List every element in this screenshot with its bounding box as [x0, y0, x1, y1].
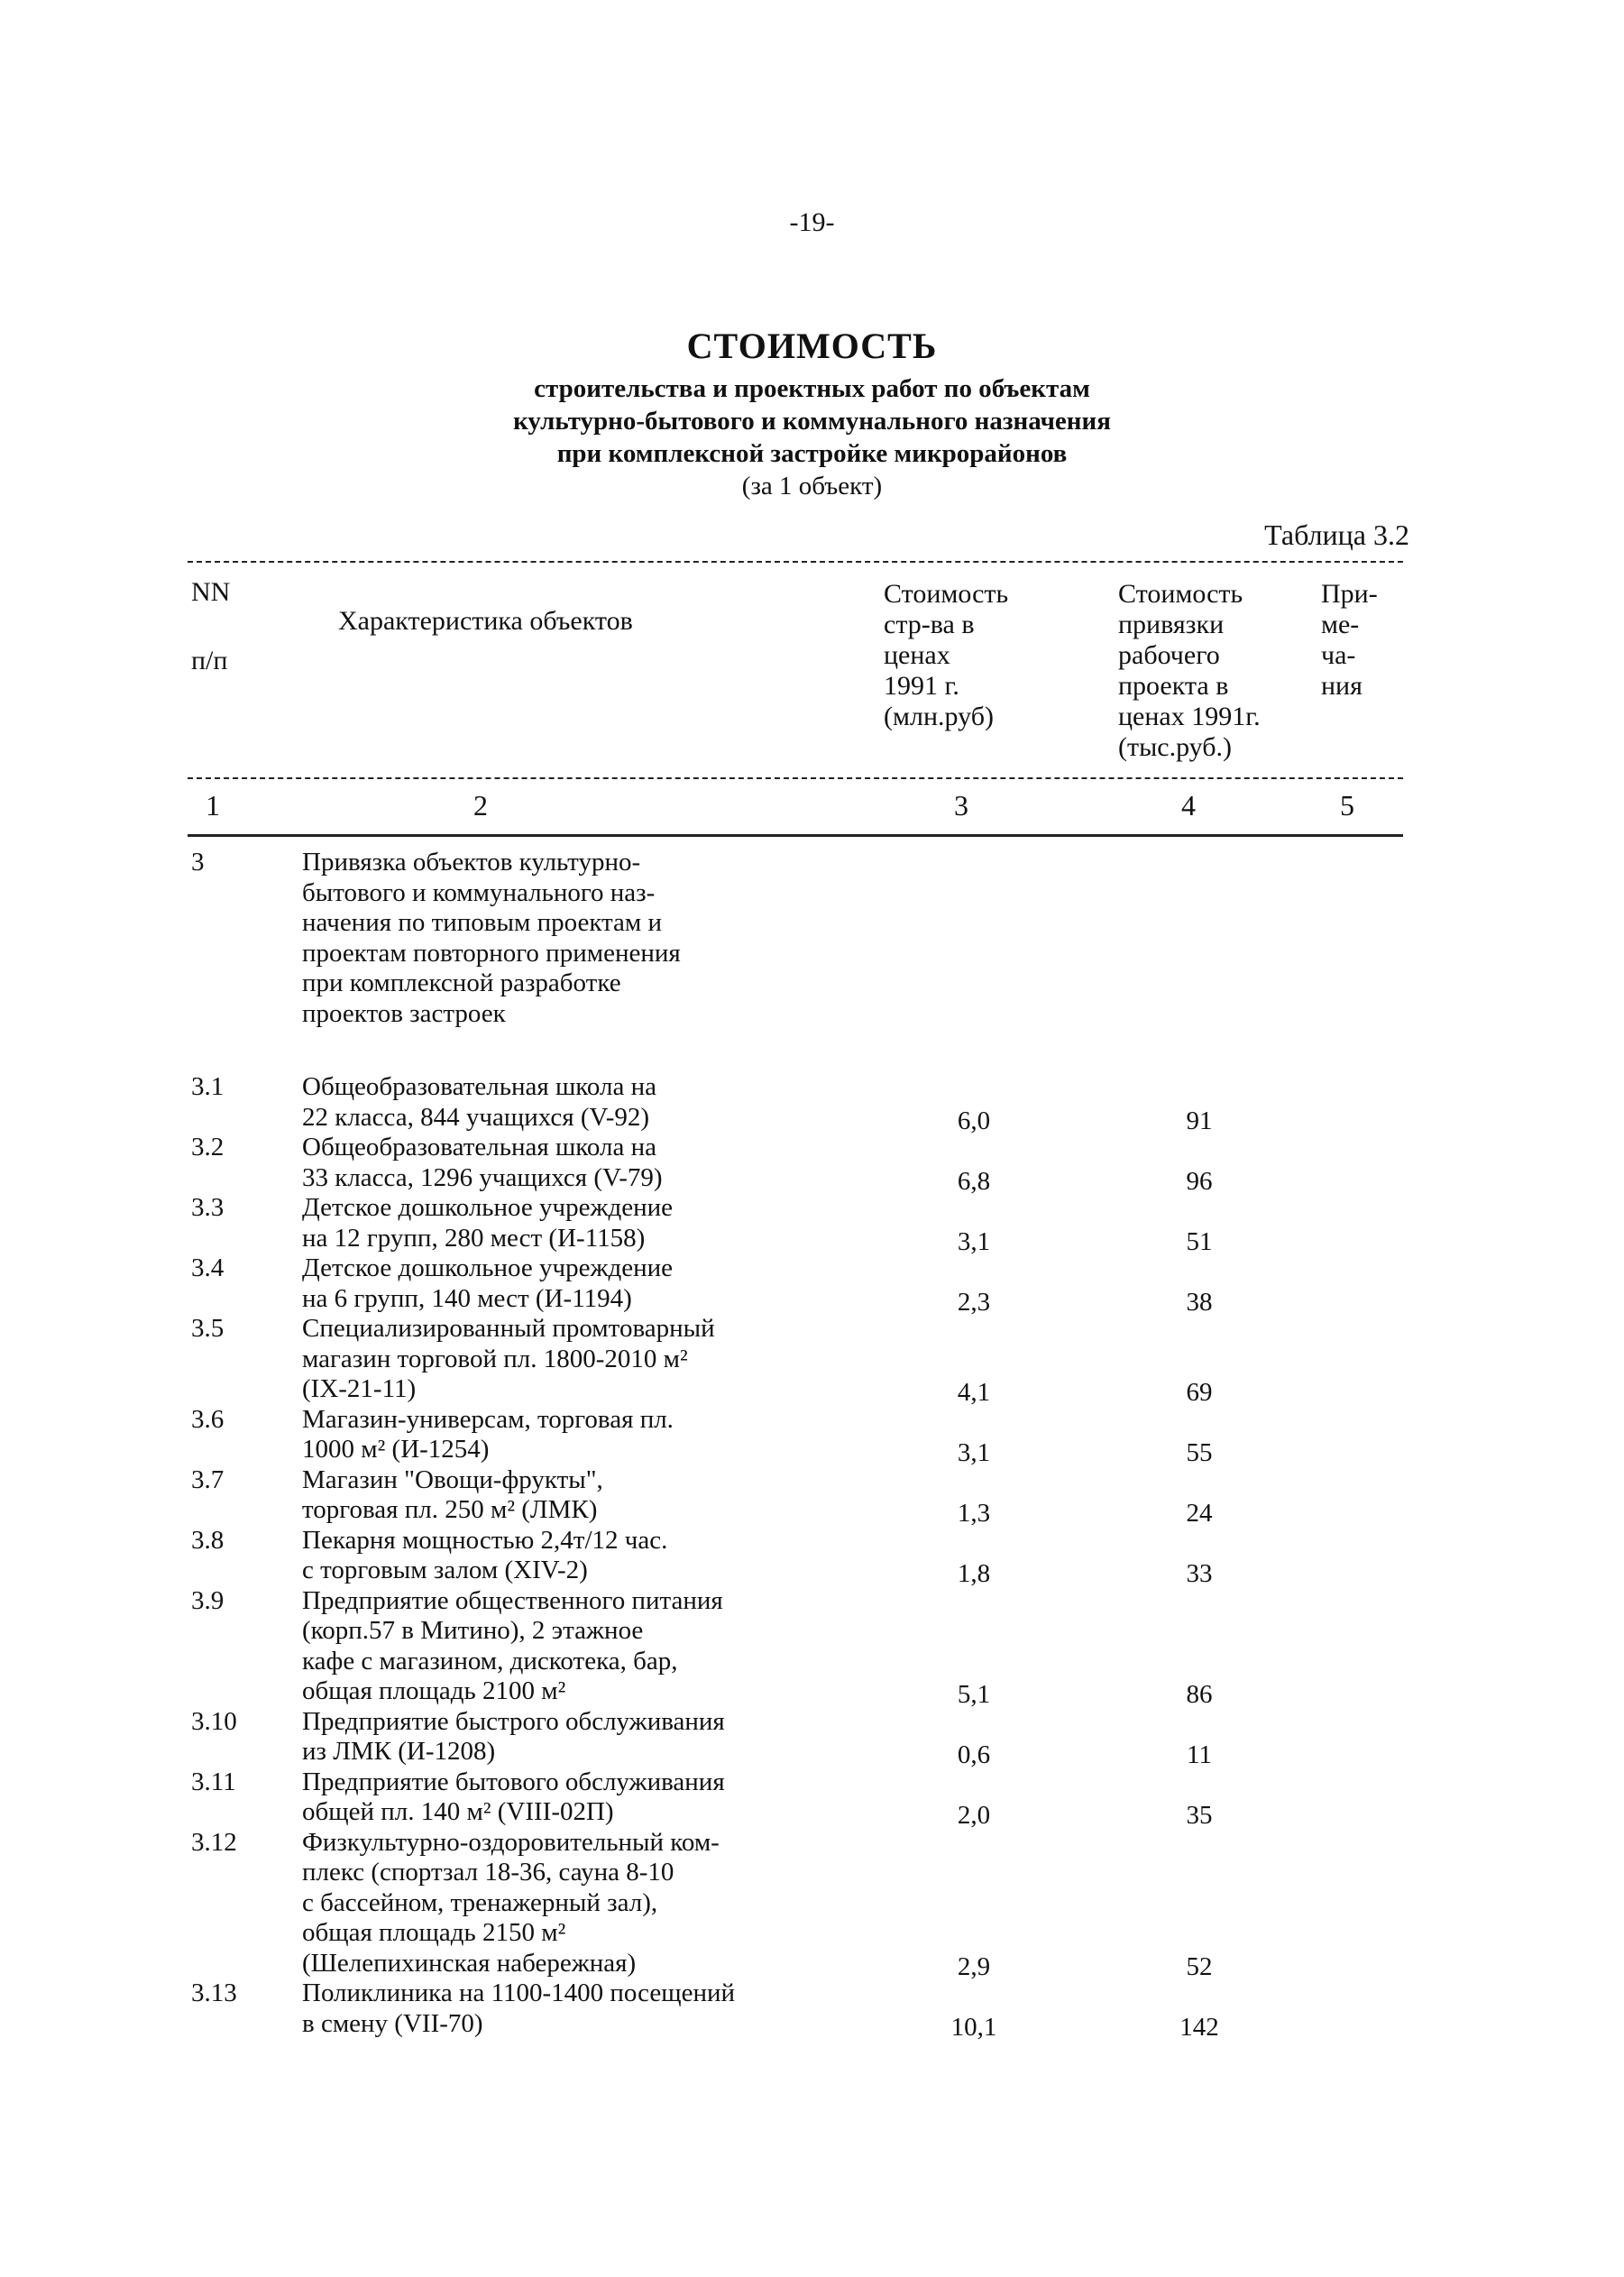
- row-cost-construction: 3,1: [957, 1438, 991, 1467]
- row-cost-construction: 6,0: [957, 1106, 991, 1135]
- row-number: 3.4: [191, 1253, 225, 1282]
- table-label: Таблица 3.2: [1264, 519, 1409, 551]
- row-cost-construction: 2,0: [957, 1801, 991, 1830]
- row-number: 3.7: [191, 1464, 225, 1494]
- row-cost-binding: 35: [1186, 1801, 1213, 1830]
- row-cost-construction: 2,9: [957, 1951, 991, 1981]
- header-cost-binding: Стоимость привязки рабочего проекта в ценах 1991г. (тыс.руб.): [1118, 579, 1261, 762]
- row-cost-binding: 55: [1186, 1438, 1213, 1467]
- header-bottom-rule: [188, 777, 1403, 779]
- page-number: -19-: [789, 207, 835, 237]
- row-cost-binding: 24: [1186, 1499, 1213, 1528]
- row-description: Пекарня мощностью 2,4т/12 час. с торговым залом (XIV-2): [302, 1525, 668, 1584]
- column-number: 4: [1181, 789, 1196, 822]
- title-line: строительства и проектных работ по объектам: [534, 374, 1090, 403]
- row-description: Общеобразовательная школа на 33 класса, 1296 учащихся (V-79): [302, 1133, 663, 1192]
- column-number: 1: [206, 789, 220, 822]
- header-num: [191, 577, 230, 676]
- row-number: 3.9: [191, 1585, 225, 1615]
- row-description: Детское дошкольное учреждение на 12 групп, 280 мест (И-1158): [302, 1193, 674, 1253]
- row-number: 3.3: [191, 1193, 225, 1222]
- row-cost-construction: 1,3: [957, 1499, 991, 1528]
- row-cost-binding: 51: [1186, 1226, 1213, 1256]
- column-number: 3: [954, 789, 968, 822]
- row-cost-binding: 33: [1186, 1559, 1213, 1588]
- row-description: Специализированный промтоварный магазин торговой пл. 1800-2010 м² (IX-21-11): [302, 1314, 715, 1403]
- row-number: 3.6: [191, 1404, 225, 1434]
- row-description: Магазин "Овощи-фрукты", торговая пл. 250 м² (ЛМК): [302, 1464, 603, 1524]
- row-description: Магазин-универсам, торговая пл. 1000 м² (И-1254): [302, 1404, 674, 1464]
- table-top-rule: [188, 561, 1403, 563]
- row-cost-construction: 4,1: [957, 1378, 991, 1407]
- column-number: 2: [473, 789, 488, 822]
- row-number: 3.12: [191, 1827, 237, 1857]
- row-description: Предприятие быстрого обслуживания из ЛМК (И-1208): [302, 1706, 725, 1766]
- title-note: (за 1 объект): [741, 472, 883, 500]
- row-description: Поликлиника на 1100-1400 посещений в смену (VII-70): [302, 1979, 736, 2038]
- row-cost-binding: 69: [1186, 1378, 1213, 1407]
- column-numbers-rule: [188, 834, 1403, 837]
- row-number: 3.1: [191, 1072, 225, 1101]
- header-cost-construction: Стоимость стр-ва в ценах 1991 г. (млн.руб): [884, 579, 1009, 731]
- row-cost-construction: 10,1: [950, 2012, 997, 2042]
- row-cost-construction: 6,8: [957, 1166, 991, 1196]
- row-description: Физкультурно-оздоровительный ком- плекс (спортзал 18-36, сауна 8-10 с бассейном, тренажерный зал), общая площадь 2150 м² (Шелепихинская набережная): [302, 1827, 720, 1978]
- row-number: 3.10: [191, 1706, 237, 1736]
- row-cost-construction: 0,6: [957, 1740, 991, 1769]
- row-cost-construction: 5,1: [957, 1680, 991, 1709]
- header-characteristic: Характеристика объектов: [338, 606, 633, 636]
- row-cost-binding: 96: [1186, 1166, 1213, 1196]
- row-cost-binding: 86: [1186, 1680, 1213, 1709]
- row-description: Привязка объектов культурно- бытового и коммунального наз- начения по типовым проектам и проектам повторного применения при комплексной разработке проектов застроек: [302, 848, 681, 1028]
- row-cost-binding: 91: [1186, 1106, 1213, 1135]
- title-main: СТОИМОСТЬ: [686, 326, 938, 366]
- row-cost-binding: 38: [1186, 1287, 1213, 1317]
- row-cost-binding: 11: [1187, 1740, 1212, 1769]
- row-number: 3.11: [191, 1767, 236, 1796]
- row-number: 3: [191, 848, 205, 877]
- row-description: Предприятие бытового обслуживания общей пл. 140 м² (VIII-02П): [302, 1767, 725, 1826]
- row-cost-construction: 1,8: [957, 1559, 991, 1588]
- row-number: 3.13: [191, 1979, 237, 2007]
- row-description: Предприятие общественного питания (корп.57 в Митино), 2 этажное кафе с магазином, дискотека, бар, общая площадь 2100 м²: [302, 1585, 723, 1705]
- row-cost-binding: 142: [1179, 2012, 1219, 2042]
- column-number: 5: [1340, 789, 1354, 822]
- row-description: Общеобразовательная школа на 22 класса, 844 учащихся (V-92): [302, 1072, 657, 1132]
- title-line: при комплексной застройке микрорайонов: [556, 439, 1068, 468]
- row-cost-construction: 3,1: [957, 1226, 991, 1256]
- header-num-line2: п/п: [191, 646, 228, 675]
- document-title: [0, 325, 1624, 502]
- row-number: 3.2: [191, 1133, 225, 1161]
- header-num-line1: NN: [191, 577, 231, 607]
- row-cost-binding: 52: [1186, 1951, 1213, 1981]
- title-line: культурно-бытового и коммунального назначения: [513, 407, 1111, 436]
- row-cost-construction: 2,3: [957, 1287, 991, 1317]
- row-number: 3.8: [191, 1525, 225, 1555]
- header-notes: При- ме- ча- ния: [1321, 579, 1378, 701]
- row-description: Детское дошкольное учреждение на 6 групп, 140 мест (И-1194): [302, 1253, 674, 1313]
- row-number: 3.5: [191, 1314, 225, 1343]
